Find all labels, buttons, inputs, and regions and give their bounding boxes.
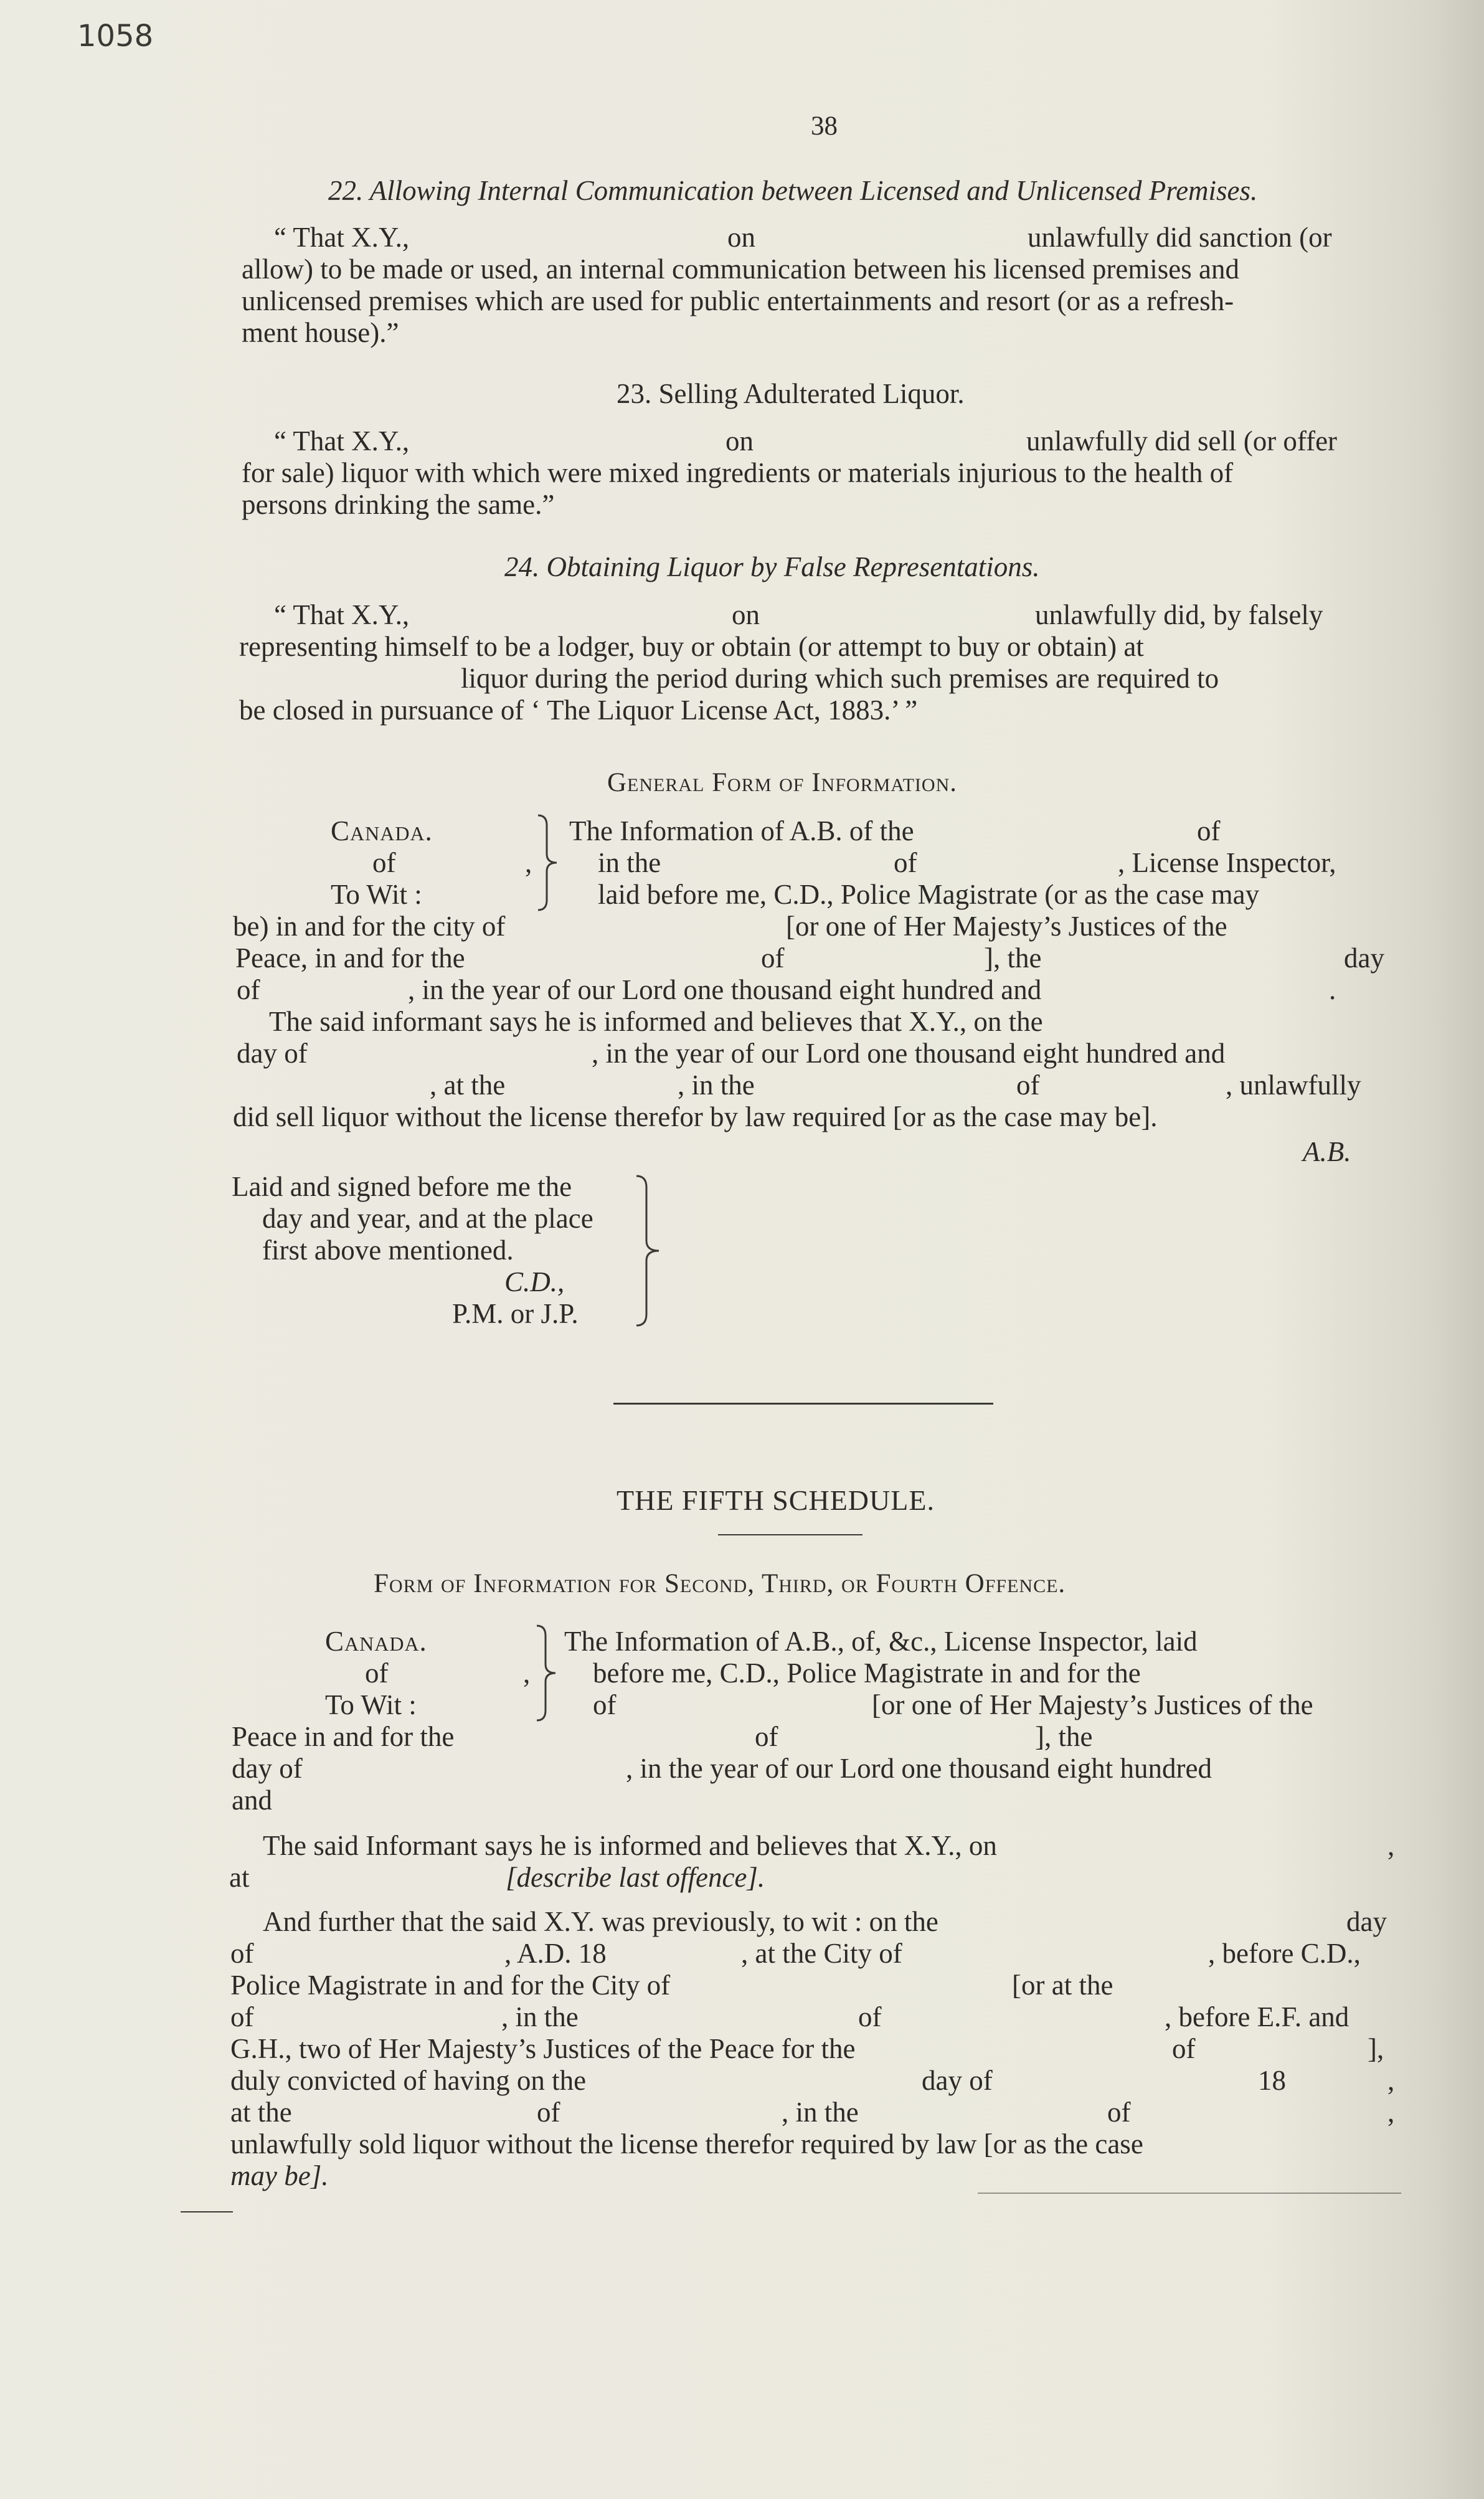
- fs-p3o: ],: [1368, 2033, 1384, 2064]
- sec22-line3: unlicensed premises which are used for public entertainments and resort (or as a refresh-: [242, 285, 1234, 316]
- fs-p3g: Police Magistrate in and for the City of: [230, 1970, 671, 2001]
- fs-p3e: , at the City of: [741, 1938, 902, 1969]
- gf-to-wit: To Wit :: [331, 879, 422, 910]
- gf-r2c: , License Inspector,: [1118, 847, 1336, 878]
- jurat-line1: Laid and signed before me the: [232, 1171, 572, 1202]
- fs-l5a: day of: [232, 1753, 303, 1784]
- fs-to-wit: To Wit :: [325, 1689, 417, 1720]
- fifth-schedule-subtitle: Form of Information for Second, Third, or Fourth Offence.: [374, 1569, 1066, 1598]
- gf-l6c: .: [1329, 974, 1336, 1005]
- gf-r1b: of: [1197, 815, 1221, 846]
- section-22-title: 22. Allowing Internal Communication between Licensed and Unlicensed Premises.: [328, 175, 1258, 206]
- gf-r1a: The Information of A.B. of the: [569, 815, 914, 846]
- jurat-pm-jp: P.M. or J.P.: [452, 1298, 579, 1329]
- section-divider: [613, 1403, 993, 1405]
- fs-l6: and: [232, 1785, 272, 1816]
- fs-p3f: , before C.D.,: [1208, 1938, 1361, 1969]
- gf-comma: ,: [525, 847, 532, 878]
- gf-canada: Canada.: [331, 815, 433, 846]
- gf-brace: [536, 813, 560, 913]
- sec24-line1c: unlawfully did, by falsely: [1035, 599, 1323, 630]
- gf-r2b: of: [894, 847, 917, 878]
- gf-r2a: in the: [598, 847, 661, 878]
- fs-p3d: , A.D. 18: [504, 1938, 607, 1969]
- fs-r3b: [or one of Her Majesty’s Justices of the: [872, 1689, 1313, 1720]
- sec23-line1b: on: [725, 425, 754, 457]
- gf-l7: The said informant says he is informed and believes that X.Y., on the: [269, 1006, 1043, 1037]
- fs-l5b: , in the year of our Lord one thousand eight hundred: [626, 1753, 1212, 1784]
- jurat-cd: C.D.,: [504, 1266, 565, 1297]
- sec23-line2: for sale) liquor with which were mixed ingredients or materials injurious to the health of: [242, 457, 1234, 488]
- fs-p3m: G.H., two of Her Majesty’s Justices of the Peace for the: [230, 2033, 856, 2064]
- sec22-line1b: on: [727, 222, 755, 253]
- gf-l8b: , in the year of our Lord one thousand eight hundred and: [592, 1038, 1226, 1069]
- sec22-line1a: “ That X.Y.,: [274, 222, 410, 253]
- sec23-line1c: unlawfully did sell (or offer: [1026, 425, 1338, 457]
- sec23-line3: persons drinking the same.”: [242, 489, 555, 520]
- fs-p3c: of: [230, 1938, 254, 1969]
- fs-r3a: of: [593, 1689, 617, 1720]
- fs-of: of: [365, 1657, 389, 1689]
- fs-canada: Canada.: [325, 1626, 427, 1657]
- fifth-schedule-title: THE FIFTH SCHEDULE.: [617, 1484, 935, 1516]
- sec24-line3: liquor during the period during which such premises are required to: [461, 663, 1219, 694]
- sec24-line1a: “ That X.Y.,: [274, 599, 410, 630]
- gf-of: of: [372, 847, 396, 878]
- fs-r1: The Information of A.B., of, &c., License Inspector, laid: [564, 1626, 1198, 1657]
- jurat-line3: first above mentioned.: [262, 1235, 514, 1266]
- fs-p2a: The said Informant says he is informed and believes that X.Y., on: [263, 1830, 997, 1861]
- fs-p3i: of: [230, 2001, 254, 2032]
- section-23-title: 23. Selling Adulterated Liquor.: [617, 378, 965, 409]
- bottom-rule-right: [978, 2193, 1401, 2194]
- gf-l10: did sell liquor without the license therefor by law required [or as the case may be].: [233, 1101, 1158, 1132]
- fs-l4a: Peace in and for the: [232, 1721, 455, 1752]
- gf-l6a: of: [237, 974, 260, 1005]
- fs-r2: before me, C.D., Police Magistrate in and for the: [593, 1657, 1141, 1689]
- gf-l9a: , at the: [430, 1069, 506, 1101]
- gf-l9d: , unlawfully: [1226, 1069, 1361, 1101]
- fs-p3r: 18: [1258, 2065, 1286, 2096]
- gf-l8a: day of: [237, 1038, 308, 1069]
- fs-p3n: of: [1172, 2033, 1196, 2064]
- fs-comma: ,: [523, 1657, 531, 1689]
- fs-p3p: duly convicted of having on the: [230, 2065, 587, 2096]
- fs-p2c: at: [229, 1862, 250, 1893]
- sec22-line2: allow) to be made or used, an internal communication between his licensed premises and: [242, 254, 1240, 285]
- sec22-line1c: unlawfully did sanction (or: [1028, 222, 1332, 253]
- gf-l6b: , in the year of our Lord one thousand eight hundred and: [408, 974, 1042, 1005]
- gf-r3: laid before me, C.D., Police Magistrate (or as the case may: [598, 879, 1260, 910]
- jurat-line2: day and year, and at the place: [262, 1203, 593, 1234]
- gf-l5c: ], the: [984, 942, 1042, 974]
- fs-p3x: ,: [1387, 2097, 1395, 2128]
- gf-l5a: Peace, in and for the: [235, 942, 465, 974]
- sec22-line4: ment house).”: [242, 317, 399, 348]
- bottom-rule-left: [181, 2211, 233, 2212]
- sec24-line4: be closed in pursuance of ‘ The Liquor License Act, 1883.’ ”: [239, 695, 918, 726]
- page-number: 38: [811, 111, 838, 141]
- folio-number: 1058: [77, 19, 154, 54]
- fs-p3s: ,: [1387, 2065, 1395, 2096]
- jurat-brace: [634, 1174, 665, 1329]
- title-underline: [718, 1534, 863, 1535]
- fs-p3y: unlawfully sold liquor without the license therefor required by law [or as the case: [230, 2128, 1143, 2160]
- fs-p3b: day: [1346, 1906, 1387, 1937]
- gf-l5d: day: [1344, 942, 1384, 974]
- gf-l4a: be) in and for the city of: [233, 911, 506, 942]
- fs-p2d: [describe last offence].: [506, 1862, 765, 1893]
- gf-l9c: of: [1016, 1069, 1040, 1101]
- sec24-line2: representing himself to be a lodger, buy or obtain (or attempt to buy or obtain) at: [239, 631, 1144, 662]
- fs-l4b: of: [755, 1721, 778, 1752]
- fs-p3q: day of: [922, 2065, 993, 2096]
- fs-p2b: ,: [1387, 1830, 1395, 1861]
- fs-brace: [534, 1623, 559, 1723]
- fs-p3l: , before E.F. and: [1165, 2001, 1349, 2032]
- section-24-title: 24. Obtaining Liquor by False Representations.: [504, 551, 1040, 582]
- fs-p3h: [or at the: [1012, 1970, 1113, 2001]
- sec24-line1b: on: [732, 599, 760, 630]
- general-form-title: General Form of Information.: [607, 768, 957, 797]
- gf-signature: A.B.: [1303, 1136, 1351, 1167]
- gf-l9b: , in the: [678, 1069, 755, 1101]
- gf-l4b: [or one of Her Majesty’s Justices of the: [786, 911, 1227, 942]
- fs-p3k: of: [858, 2001, 882, 2032]
- gf-l5b: of: [761, 942, 785, 974]
- fs-l4c: ], the: [1035, 1721, 1093, 1752]
- fs-p3a: And further that the said X.Y. was previously, to wit : on the: [263, 1906, 938, 1937]
- fs-p3t: at the: [230, 2097, 292, 2128]
- fs-p3v: , in the: [782, 2097, 859, 2128]
- fs-p3z: may be].: [230, 2160, 329, 2191]
- sec23-line1a: “ That X.Y.,: [274, 425, 410, 457]
- fs-p3u: of: [537, 2097, 560, 2128]
- fs-p3j: , in the: [501, 2001, 579, 2032]
- fs-p3w: of: [1107, 2097, 1131, 2128]
